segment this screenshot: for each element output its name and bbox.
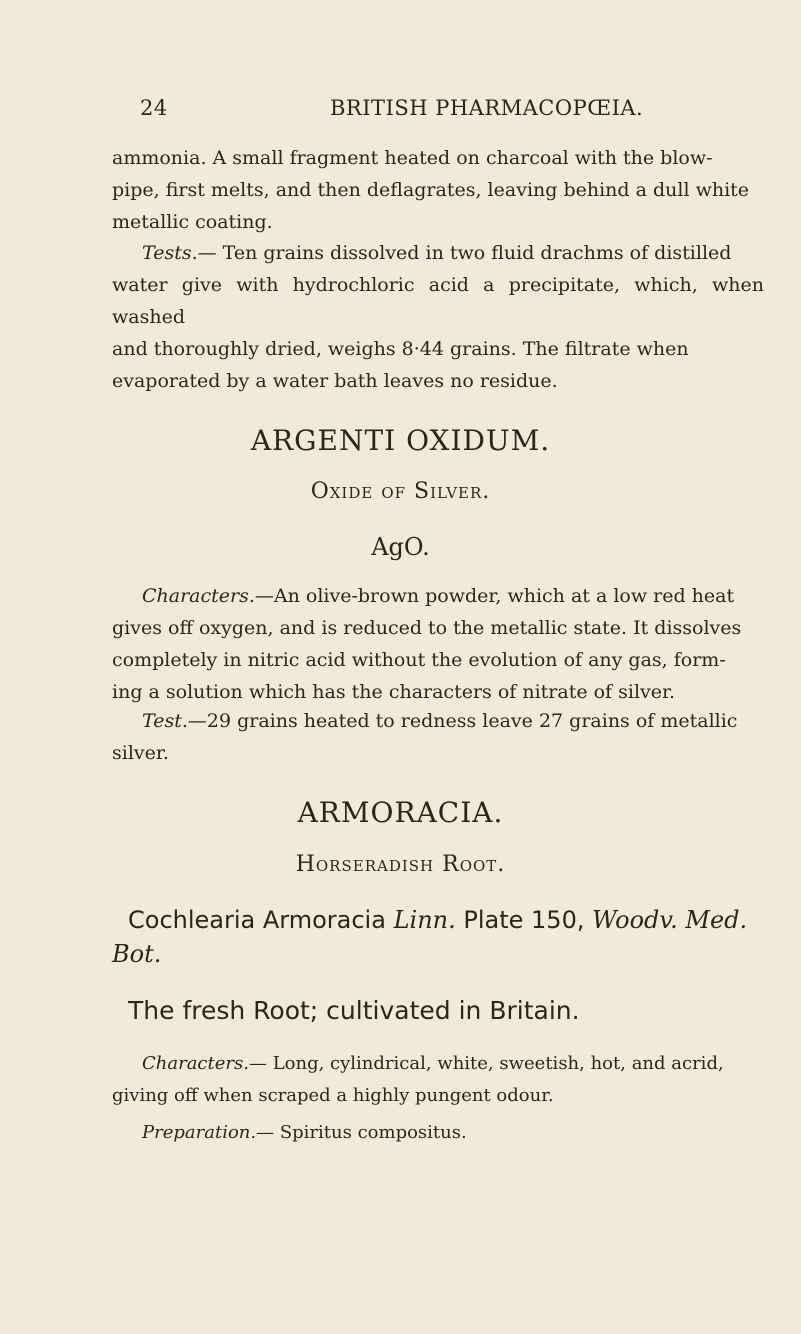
text-line: metallic coating. xyxy=(112,211,273,233)
tests-text: — Ten grains dissolved in two fluid drachms of distilled xyxy=(197,242,732,264)
text-line: giving off when scraped a highly pungent odour. xyxy=(112,1085,554,1106)
text-line xyxy=(112,580,764,612)
section-subheading-oxide-of-silver: Oxide of Silver. xyxy=(310,479,491,504)
plate-ref: Plate 150, xyxy=(463,906,585,934)
chemical-formula: AgO. xyxy=(371,533,430,561)
characters-label: Characters. xyxy=(142,585,255,607)
section-heading-argenti-oxidum: ARGENTI OXIDUM. xyxy=(250,424,551,457)
characters-text: — Long, cylindrical, white, sweetish, hot, and acrid, xyxy=(248,1053,724,1074)
authority: Linn. xyxy=(393,906,456,934)
text-line: ammonia. A small fragment heated on charcoal with the blow- xyxy=(112,147,713,169)
running-title: BRITISH PHARMACOPŒIA. xyxy=(330,96,644,120)
text-line: water give with hydrochloric acid a precipitate, which, when washed xyxy=(112,274,764,328)
preparation-label: Preparation. xyxy=(142,1122,257,1143)
text-line xyxy=(112,1117,764,1149)
paragraph-characters-silver xyxy=(112,580,764,708)
text-line: pipe, first melts, and then deflagrates, leaving behind a dull white xyxy=(112,179,750,201)
text-line: completely in nitric acid without the evolution of any gas, form- xyxy=(112,649,726,671)
characters-text: —An olive-brown powder, which at a low red heat xyxy=(254,585,735,607)
tests-label: Tests. xyxy=(142,242,198,264)
part-used: The fresh Root; cultivated in Britain. xyxy=(128,996,580,1025)
section-subheading-horseradish-root: Horseradish Root. xyxy=(295,852,506,877)
characters-label: Characters. xyxy=(142,1053,249,1074)
paragraph-tests xyxy=(112,237,764,397)
paragraph-ammonia-continuation xyxy=(112,142,764,238)
test-text: —29 grains heated to redness leave 27 grains of metallic xyxy=(187,710,738,732)
text-line: gives off oxygen, and is reduced to the metallic state. It dissolves xyxy=(112,617,742,639)
text-line: silver. xyxy=(112,742,169,764)
source-ref-continued: Bot. xyxy=(112,940,162,968)
text-line xyxy=(112,237,764,269)
preparation-text: — Spiritus compositus. xyxy=(256,1122,467,1143)
paragraph-test-silver xyxy=(112,705,764,769)
text-line: ing a solution which has the characters of nitrate of silver. xyxy=(112,681,676,703)
page-number: 24 xyxy=(140,96,168,120)
botanical-reference xyxy=(128,903,788,937)
text-line: and thoroughly dried, weighs 8·44 grains. The filtrate when xyxy=(112,338,689,360)
section-heading-armoracia: ARMORACIA. xyxy=(297,796,504,829)
paragraph-characters-horseradish xyxy=(112,1048,764,1112)
text-line xyxy=(112,1048,764,1080)
test-label: Test. xyxy=(142,710,188,732)
text-line: evaporated by a water bath leaves no residue. xyxy=(112,370,558,392)
paragraph-preparation xyxy=(112,1117,764,1149)
text-line xyxy=(112,705,764,737)
source-ref: Woodv. Med. xyxy=(592,906,748,934)
species-name: Cochlearia Armoracia xyxy=(128,906,386,934)
